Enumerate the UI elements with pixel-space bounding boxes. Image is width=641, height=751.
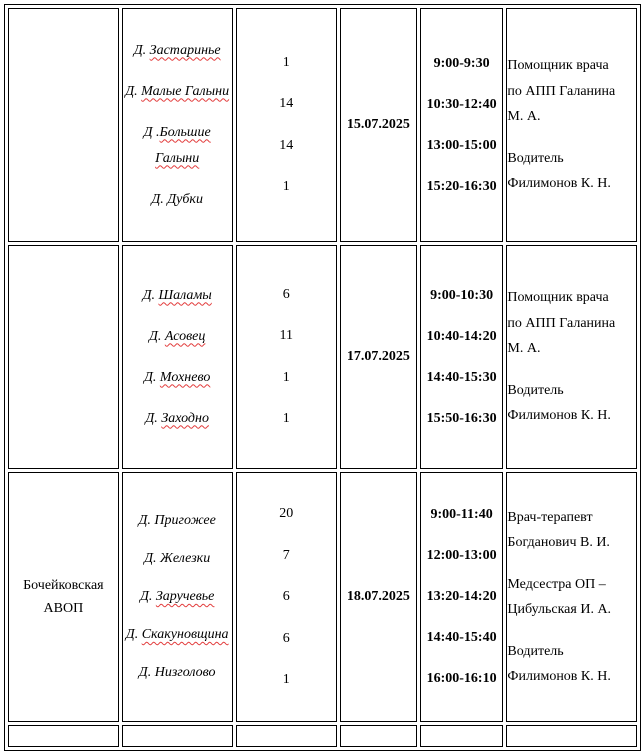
staff-text: Водитель: [507, 150, 564, 166]
staff-text: Водитель: [507, 643, 564, 659]
counts-cell: [236, 472, 337, 722]
counts-cell: [236, 8, 337, 242]
staff-text: Филимонов К. Н.: [507, 408, 611, 424]
time-slot: 12:00-13:00: [426, 548, 497, 563]
village-name: Д. Железки: [144, 551, 211, 566]
time-slot: 9:00-9:30: [433, 55, 490, 71]
empty-cell: [236, 725, 337, 747]
visit-date: 17.07.2025: [340, 245, 417, 469]
resident-count: 11: [279, 328, 293, 344]
village-name: Д. Дубки: [151, 191, 203, 207]
resident-count: 1: [282, 411, 290, 427]
village-name: Д. Скакуновщина: [125, 627, 229, 642]
village-name: Д. Асовец: [148, 328, 206, 344]
resident-count: 6: [282, 630, 290, 646]
resident-count: 6: [282, 589, 290, 604]
empty-cell: [122, 725, 233, 747]
village-name: Д. Заходно: [145, 410, 209, 426]
counts-cell: [236, 245, 337, 469]
unit-cell: [8, 245, 119, 469]
villages-cell: [122, 472, 233, 722]
village-name: Д. Застаринье: [133, 42, 221, 58]
schedule-row: [8, 245, 637, 469]
schedule-row: [8, 8, 637, 242]
visit-date: 15.07.2025: [340, 8, 417, 242]
staff-text: М. А.: [507, 341, 541, 357]
staff-text: М. А.: [507, 109, 541, 125]
village-name: Д. Низголово: [138, 665, 216, 680]
schedule-row: [8, 725, 637, 747]
time-slot: 15:50-16:30: [426, 410, 497, 426]
times-cell: [420, 472, 504, 722]
times-cell: [420, 8, 504, 242]
village-name: Д. Малые Галыни: [125, 83, 230, 99]
unit-cell: [8, 8, 119, 242]
staff-cell: [506, 472, 637, 722]
village-name: Д. Пригожее: [138, 513, 216, 528]
empty-cell: [340, 725, 417, 747]
staff-text: Богданович В. И.: [507, 535, 610, 550]
staff-text: Помощник врача: [507, 290, 609, 306]
time-slot: 14:40-15:30: [426, 369, 497, 385]
resident-count: 7: [282, 547, 290, 563]
staff-text: Цибульская И. А.: [507, 602, 612, 617]
schedule-row: [8, 472, 637, 722]
staff-cell: [506, 8, 637, 242]
resident-count: 1: [282, 672, 290, 687]
time-slot: 14:40-15:40: [426, 630, 497, 645]
visit-date: 18.07.2025: [340, 472, 417, 722]
resident-count: 20: [279, 506, 294, 521]
villages-cell: [122, 245, 233, 469]
resident-count: 14: [279, 96, 294, 112]
time-slot: 15:20-16:30: [426, 178, 497, 194]
staff-text: Помощник врача: [507, 58, 609, 74]
resident-count: 6: [282, 286, 290, 302]
staff-text: Врач-терапевт: [507, 509, 593, 525]
village-name: Д. Шаламы: [142, 287, 212, 303]
resident-count: 1: [282, 179, 290, 195]
schedule-table: [4, 4, 641, 751]
staff-text: по АПП Галанина: [507, 83, 616, 99]
staff-text: по АПП Галанина: [507, 315, 616, 331]
time-slot: 10:40-14:20: [426, 328, 497, 344]
staff-text: Водитель: [507, 382, 564, 398]
time-slot: 16:00-16:10: [426, 671, 497, 686]
time-slot: 9:00-10:30: [430, 287, 494, 303]
staff-text: Филимонов К. Н.: [507, 669, 611, 684]
time-slot: 9:00-11:40: [430, 507, 493, 522]
time-slot: 10:30-12:40: [426, 96, 497, 112]
staff-text: Филимонов К. Н.: [507, 176, 611, 192]
time-slot: 13:00-15:00: [426, 137, 497, 153]
unit-cell: Бочейковская АВОП: [8, 472, 119, 722]
resident-count: 14: [279, 137, 294, 153]
village-name: Д. Заручевье: [139, 589, 215, 604]
resident-count: 1: [282, 54, 290, 70]
empty-cell: [8, 725, 119, 747]
village-name: Д. Мохнево: [143, 369, 211, 385]
resident-count: 1: [282, 369, 290, 385]
empty-cell: [506, 725, 637, 747]
villages-cell: [122, 8, 233, 242]
staff-text: Медсестра ОП –: [507, 576, 606, 592]
village-name: Д .Большие Галыни: [143, 124, 211, 166]
staff-cell: [506, 245, 637, 469]
times-cell: [420, 245, 504, 469]
time-slot: 13:20-14:20: [426, 589, 497, 604]
empty-cell: [420, 725, 504, 747]
